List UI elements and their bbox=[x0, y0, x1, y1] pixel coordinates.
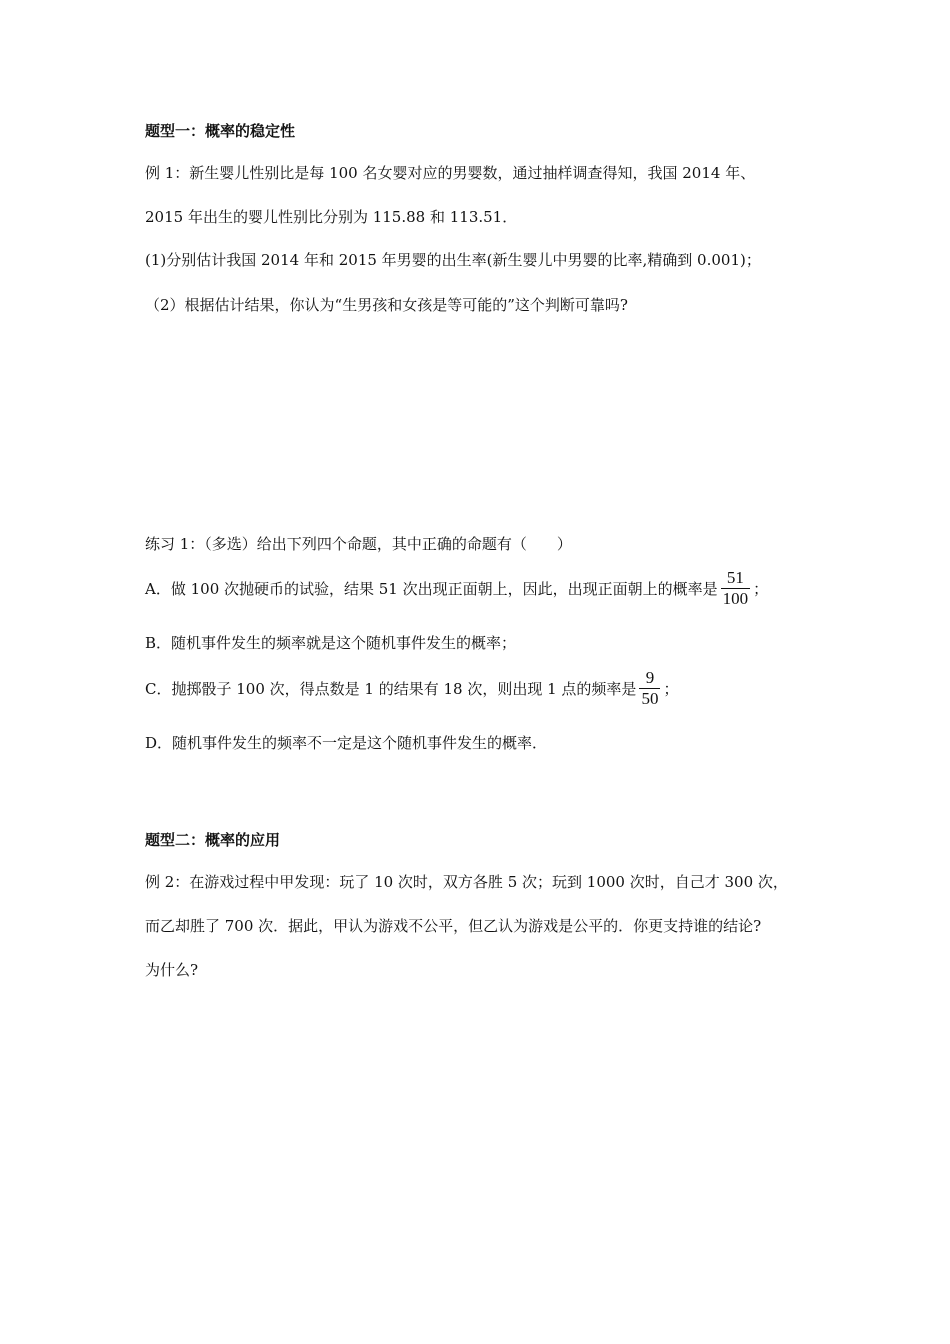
option-c-text: C．抛掷骰子 100 次，得点数是 1 的结果有 18 次，则出现 1 点的频率是 bbox=[145, 680, 637, 698]
example1-question1: (1)分别估计我国 2014 年和 2015 年男婴的出生率(新生婴儿中男婴的比率,精确到 0.001)； bbox=[145, 251, 761, 269]
section2-title: 题型二：概率的应用 bbox=[145, 831, 281, 849]
section1-title: 题型一：概率的稳定性 bbox=[145, 122, 296, 140]
option-a-numerator: 51 bbox=[726, 568, 744, 587]
option-c bbox=[145, 668, 678, 709]
example1-line2: 2015 年出生的婴儿性别比分别为 115.88 和 113.51． bbox=[145, 208, 518, 226]
option-a-text: A．做 100 次抛硬币的试验，结果 51 次出现正面朝上，因此，出现正面朝上的概率是 bbox=[145, 580, 718, 598]
option-c-numerator: 9 bbox=[645, 668, 655, 687]
example1-line1: 例 1：新生婴儿性别比是每 100 名女婴对应的男婴数，通过抽样调查得知，我国 2014 年、 bbox=[145, 164, 756, 182]
option-a-fraction bbox=[721, 568, 751, 609]
option-a-denominator: 100 bbox=[722, 589, 749, 608]
option-d: D．随机事件发生的频率不一定是这个随机事件发生的概率． bbox=[145, 734, 548, 752]
option-a-tail: ； bbox=[753, 580, 769, 598]
option-c-tail: ； bbox=[663, 680, 679, 698]
example2-line3: 为什么? bbox=[145, 961, 199, 979]
option-c-denominator: 50 bbox=[641, 689, 659, 708]
option-c-fraction bbox=[639, 668, 660, 709]
example1-question2: （2）根据估计结果，你认为“生男孩和女孩是等可能的”这个判断可靠吗? bbox=[145, 296, 628, 314]
practice1-stem: 练习 1：（多选）给出下列四个命题，其中正确的命题有（ ） bbox=[145, 535, 572, 553]
option-b: B．随机事件发生的频率就是这个随机事件发生的概率； bbox=[145, 634, 517, 652]
example2-line2: 而乙却胜了 700 次．据此，甲认为游戏不公平，但乙认为游戏是公平的．你更支持谁的结论? bbox=[145, 917, 762, 935]
example2-line1: 例 2：在游戏过程中甲发现：玩了 10 次时，双方各胜 5 次；玩到 1000 次时，自己才 300 次， bbox=[145, 873, 788, 891]
option-a bbox=[145, 568, 768, 609]
